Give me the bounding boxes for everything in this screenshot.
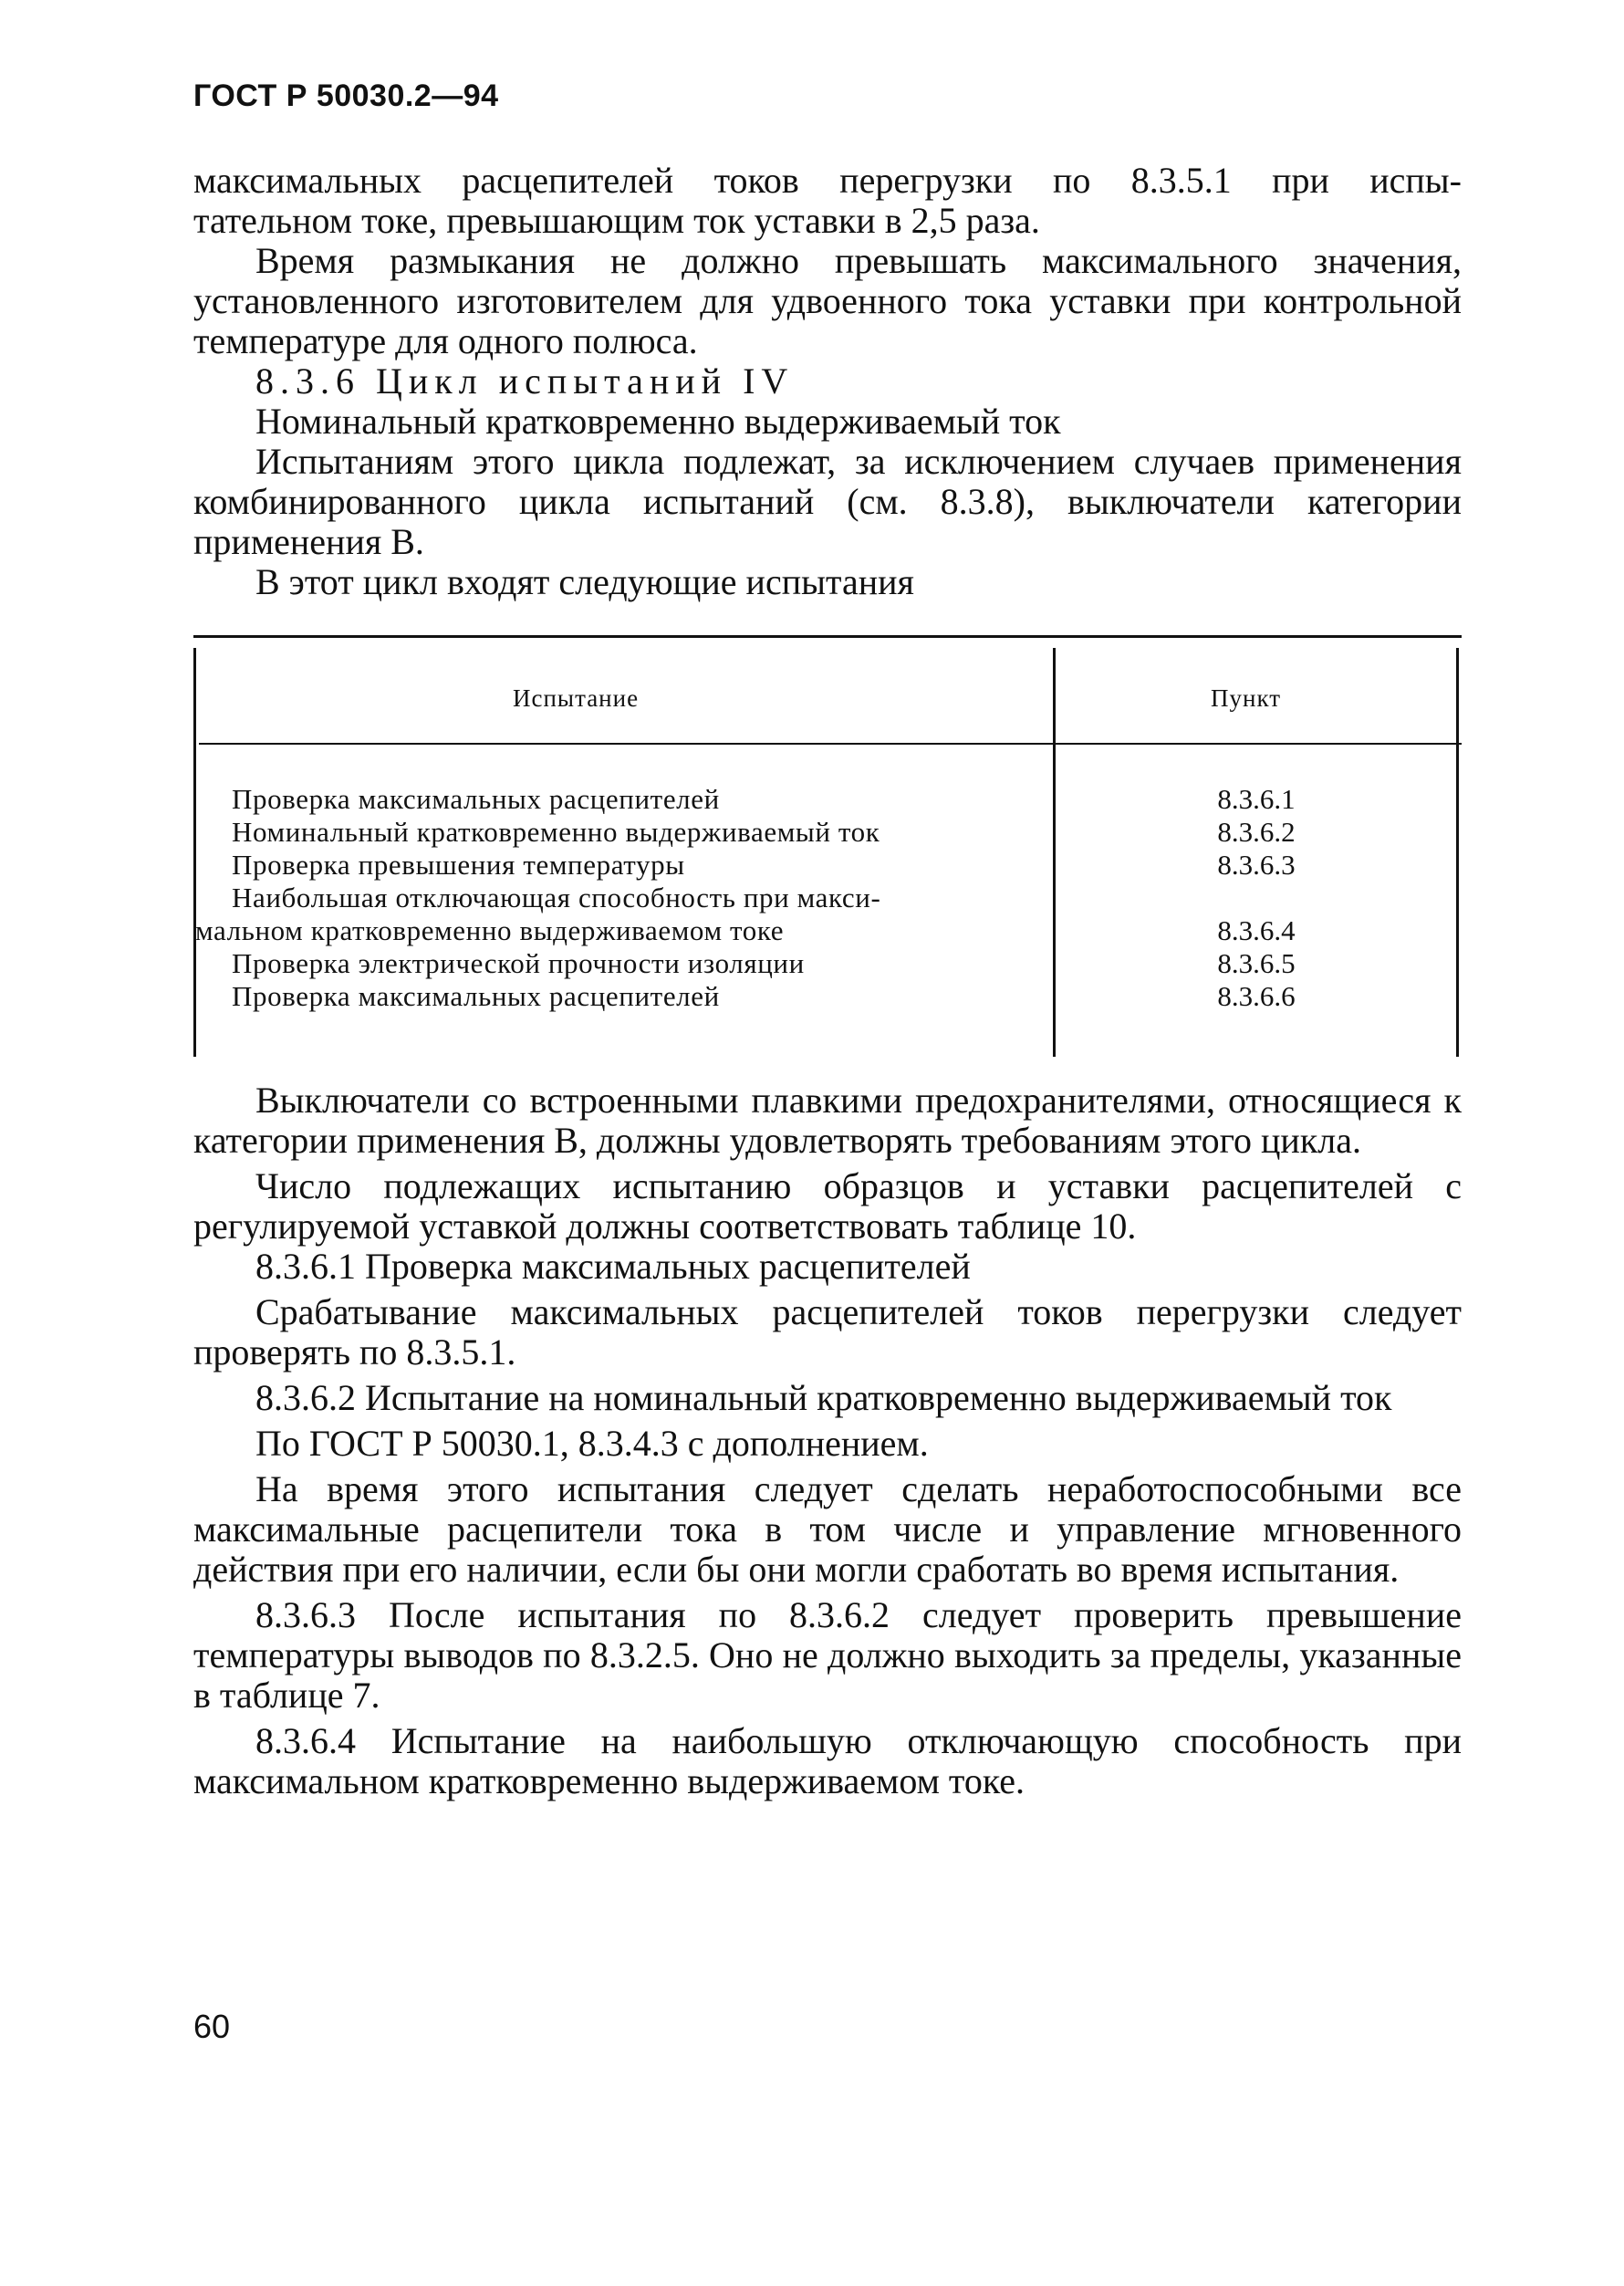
- table-cell-test: Проверка максимальных расцепителей: [232, 980, 720, 1012]
- paragraph-sample-count: Число подлежащих испытанию образцов и уставки расцепителей с регулируемой уставкой должны соответствовать таблице 10.: [193, 1165, 1462, 1247]
- body-text: [193, 1080, 1462, 1801]
- clause-heading-8-3-6-2: 8.3.6.2 Испытание на номинальный кратковременно выдерживаемый ток: [255, 1377, 1392, 1418]
- table-cell-test: Проверка максимальных расцепителей: [232, 783, 720, 815]
- clause-8-3-6-3: 8.3.6.3 После испытания по 8.3.6.2 следует проверить превышение температуры выводов по 8.3.2.5. Оно не должно выходить за пределы, указанные в таблице 7.: [193, 1594, 1462, 1716]
- document-header: ГОСТ Р 50030.2—94: [193, 78, 499, 113]
- table-cell-test: Номинальный кратковременно выдерживаемый ток: [232, 816, 880, 848]
- table-cell-test: Наибольшая отключающая способность при макси-: [232, 882, 881, 913]
- table-row: [193, 947, 1462, 980]
- intro-text: [193, 161, 1462, 602]
- paragraph-cycle-tests-intro: В этот цикл входят следующие испытания: [255, 561, 914, 602]
- section-subtitle: Номинальный кратковременно выдерживаемый ток: [255, 401, 1061, 442]
- table-cell-test: Проверка электрической прочности изоляции: [232, 947, 805, 979]
- table-cell-clause: 8.3.6.3: [1217, 849, 1296, 881]
- table-cell-test: Проверка превышения температуры: [232, 849, 685, 881]
- paragraph-gost-reference: По ГОСТ Р 50030.1, 8.3.4.3 с дополнением.: [255, 1423, 929, 1464]
- table-row: [193, 882, 1462, 914]
- clause-heading-8-3-6-1: 8.3.6.1 Проверка максимальных расцепителей: [255, 1246, 971, 1287]
- table-header-rule: [199, 743, 1462, 745]
- tests-table: [193, 635, 1462, 1057]
- page-number: 60: [193, 2008, 231, 2045]
- paragraph-cycle-scope: Испытаниям этого цикла подлежат, за исключением случаев применения комбинированного цикла испытаний (см. 8.3.8), выключатели категории применения B.: [193, 441, 1462, 562]
- section-heading-8-3-6: [193, 361, 1462, 402]
- paragraph-release-check: Срабатывание максимальных расцепителей токов перегрузки следует проверять по 8.3.5.1.: [193, 1291, 1462, 1373]
- paragraph-continuation-line1: максимальных расцепителей токов перегрузки по 8.3.5.1 при испы-: [193, 160, 1462, 201]
- table-row: [193, 783, 1462, 816]
- section-heading-text: 8.3.6 Цикл испытаний IV: [255, 360, 795, 402]
- table-body: [193, 783, 1462, 1013]
- table-row: [193, 980, 1462, 1013]
- paragraph-opening-time: Время размыкания не должно превышать максимального значения, установленного изготовителем для удвоенного тока уставки при контрольной температуре для одного полюса.: [193, 240, 1462, 361]
- paragraph-continuation-line2: тательном токе, превышающим ток уставки в 2,5 раза.: [193, 200, 1040, 241]
- table-cell-clause: 8.3.6.1: [1217, 783, 1296, 815]
- table-cell-clause: 8.3.6.6: [1217, 980, 1296, 1012]
- column-header-clause: Пункт: [1211, 684, 1282, 712]
- table-cell-clause: 8.3.6.4: [1217, 914, 1296, 946]
- table-row: [193, 914, 1462, 947]
- clause-8-3-6-4: 8.3.6.4 Испытание на наибольшую отключающую способность при максимальном кратковременно выдерживаемом токе.: [193, 1720, 1462, 1801]
- paragraph-test-duration: На время этого испытания следует сделать неработоспособными все максимальные расцепители тока в том числе и управление мгновенного действия при его наличии, если бы они могли сработать во время испытания.: [193, 1468, 1462, 1590]
- paragraph-fuse-breakers: Выключатели со встроенными плавкими предохранителями, относящиеся к категории применения B, должны удовлетворять требованиям этого цикла.: [193, 1080, 1462, 1161]
- table-cell-test: мальном кратковременно выдерживаемом токе: [195, 914, 785, 946]
- table-row: [193, 816, 1462, 849]
- table-cell-clause: 8.3.6.5: [1217, 947, 1296, 979]
- table-row: [193, 849, 1462, 882]
- column-header-test: Испытание: [513, 684, 640, 712]
- table-top-rule: [193, 635, 1462, 638]
- table-cell-clause: 8.3.6.2: [1217, 816, 1296, 848]
